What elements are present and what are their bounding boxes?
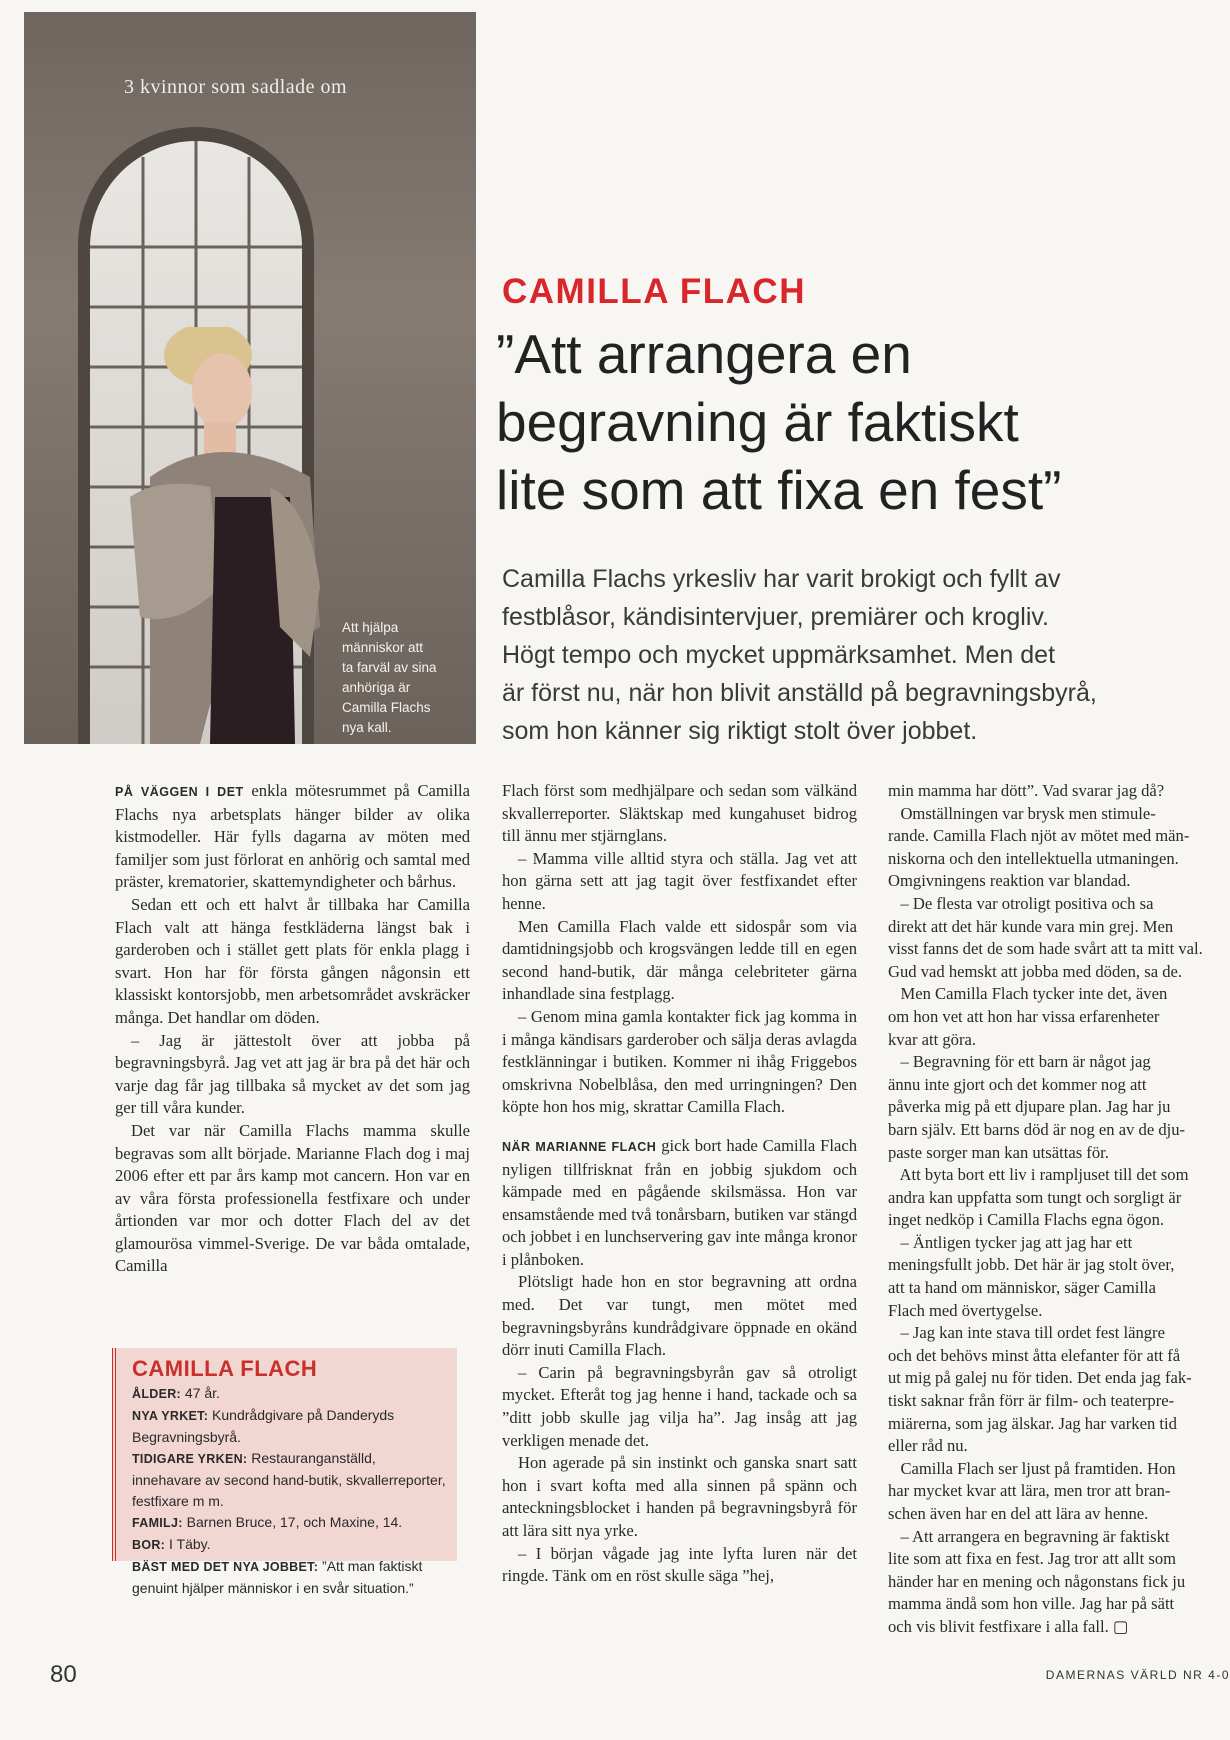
text-line: om hon vet att hon har vissa erfarenheter	[888, 1006, 1160, 1026]
text-line: och det behövs minst åtta elefanter för att få	[888, 1345, 1181, 1365]
text-line: har mycket kvar att lära, men tror att bran-	[888, 1481, 1171, 1501]
fact-value: 47 år.	[181, 1385, 220, 1401]
lead-line: är först nu, när hon blivit anställd på begravningsbyrå,	[502, 679, 1097, 707]
text-line: tiskt saknar från förr är film- och teaterpre-	[888, 1391, 1175, 1411]
text-line: händer har en mening och någonstans fick ju	[888, 1571, 1186, 1591]
text-line: Omgivningens reaktion var blandad.	[888, 871, 1131, 891]
text-line: påverka mig på ett djupare plan. Jag har ju	[888, 1097, 1171, 1117]
text-line: Flach med övertygelse.	[888, 1300, 1043, 1320]
body-paragraph: – Jag är jättestolt över att jobba på begravningsbyrå. Jag vet att jag är bra på det här och varje dag får jag tillbaka så mycket av det som jag ger till våra kunder.	[115, 1030, 470, 1118]
body-paragraph: – I början vågade jag inte lyfta luren när det ringde. Tänk om en röst skulle säga ”hej,	[502, 1543, 857, 1586]
body-paragraph: – Mamma ville alltid styra och ställa. Jag vet att hon gärna sett att jag tagit över festfixandet efter henne.	[502, 848, 857, 913]
text-line: Camilla Flach ser ljust på framtiden. Hon	[888, 1458, 1176, 1478]
fact-box-title: CAMILLA FLACH	[132, 1356, 318, 1381]
text-line: mamma ändå som hon ville. Jag har på sätt	[888, 1594, 1175, 1614]
body-paragraph: – Genom mina gamla kontakter fick jag komma in i många kändisars garderober och sälja deras avlagda festklänningar i butiken. Kommer ni ihåg Friggebos omskrivna Nobelblåsa, den med urringningen? Den köpte hon hos mig, skrattar Camilla Flach.	[502, 1006, 857, 1117]
text-line: – Begravning för ett barn är något jag	[888, 1052, 1151, 1072]
body-column-3	[888, 780, 1230, 1639]
lead-line: Högt tempo och mycket uppmärksamhet. Men det	[502, 641, 1056, 669]
text-line: paste sorger man kan utsättas för.	[888, 1142, 1109, 1162]
magazine-footer: DAMERNAS VÄRLD NR 4-0	[1045, 1668, 1230, 1682]
text-line: meningsfullt jobb. Det här är jag stolt över,	[888, 1255, 1175, 1275]
fact-label: BÄST MED DET NYA JOBBET:	[132, 1560, 319, 1574]
body-paragraph: Sedan ett och ett halvt år tillbaka har Camilla Flach valt att hänga festkläderna längst bak i garderoben och i stället gett plats för enkla plagg i svart. Hon har för första gången någonsin ett klassiskt kontorsjobb, men arbetsområdet avskräcker många. Det handlar om döden.	[115, 894, 470, 1027]
headline-line: lite som att fixa en fest”	[496, 459, 1062, 521]
fact-row	[132, 1383, 447, 1405]
paragraph-text: enkla mötesrummet på Camilla Flachs nya arbetsplats hänger bilder av olika kistmodeller. Här fylls dagarna av möten med familjer som just förlorat en anhörig och samtal med präster, krematorier, skattemyndigheter och bårhus.	[115, 781, 470, 892]
photo-caption	[342, 618, 462, 738]
text-line: rande. Camilla Flach njöt av mötet med män-	[888, 826, 1190, 846]
body-column-1	[115, 780, 470, 1278]
article-lead	[502, 560, 1222, 750]
fact-value: Kundrådgivare på Danderyds Begravningsbyrå.	[132, 1407, 395, 1445]
text-line: att ta hand om människor, säger Camilla	[888, 1278, 1156, 1298]
text-line: eller råd nu.	[888, 1436, 968, 1456]
text-line: – Äntligen tycker jag att jag har ett	[888, 1232, 1133, 1252]
body-paragraph	[115, 780, 470, 894]
caption-line: Camilla Flachs	[342, 700, 431, 715]
caption-line: anhöriga är	[342, 680, 411, 695]
portrait-photo	[24, 12, 476, 744]
text-line: Omställningen var brysk men stimule-	[888, 803, 1156, 823]
text-line: – De flesta var otroligt positiva och sa	[888, 893, 1154, 913]
text-line: barn själv. Ett barns död är nog en av de dju-	[888, 1119, 1186, 1139]
fact-label: NYA YRKET:	[132, 1409, 209, 1423]
run-in-lead: PÅ VÄGGEN I DET	[115, 785, 244, 799]
caption-line: ta farväl av sina	[342, 660, 437, 675]
run-in-lead: NÄR MARIANNE FLACH	[502, 1139, 657, 1154]
text-line: och vis blivit festfixare i alla fall. ▢	[888, 1616, 1129, 1636]
text-line: – Att arrangera en begravning är faktiskt	[888, 1526, 1170, 1546]
body-paragraph	[502, 1135, 857, 1272]
fact-row	[132, 1512, 447, 1534]
text-line: min mamma har dött”. Vad svarar jag då?	[888, 781, 1165, 800]
paragraph-text: gick bort hade Camilla Flach nyligen tillfrisknat från en jobbig sjukdom och kämpade med en pågående skilsmässa. Hon var ensamstående med två tonårsbarn, butiken var stängd och jobbet i en lunchservering gav inte många kronor i plånboken.	[502, 1135, 857, 1269]
fact-label: TIDIGARE YRKEN:	[132, 1452, 248, 1466]
text-line: Att byta bort ett liv i rampljuset till det som	[888, 1165, 1189, 1185]
body-paragraph: Flach först som medhjälpare och sedan som välkänd skvallerreporter. Släktskap med kungahuset bidrog till ännu mer stjärnglans.	[502, 781, 857, 846]
caption-line: nya kall.	[342, 720, 392, 735]
caption-line: människor att	[342, 640, 424, 655]
text-line: andra kan uppfatta som tungt och sorgligt är	[888, 1187, 1182, 1207]
text-line: Gud vad hemskt att jobba med döden, sa de.	[888, 961, 1183, 981]
fact-row	[132, 1448, 447, 1512]
section-kicker: 3 kvinnor som sadlade om	[124, 76, 348, 98]
caption-line: Att hjälpa	[342, 620, 399, 635]
text-line: niskorna och den intellektuella utmaningen.	[888, 848, 1179, 868]
lead-line: festblåsor, kändisintervjuer, premiärer och krogliv.	[502, 603, 1049, 631]
body-column-2	[502, 780, 857, 1588]
body-paragraph: – Carin på begravningsbyrån gav så otroligt mycket. Efteråt tog jag henne i hand, tackade och sa ”ditt jobb skulle jag vilja ha”. Jag insåg att jag verkligen menade det.	[502, 1362, 857, 1450]
text-line: visst fanns det de som hade svårt att ta mitt val.	[888, 939, 1203, 959]
text-line: – Jag kan inte stava till ordet fest längre	[888, 1323, 1165, 1343]
text-line: kvar att göra.	[888, 1029, 977, 1049]
text-line: inget nedköp i Camilla Flachs egna ögon.	[888, 1210, 1165, 1230]
body-paragraph: Men Camilla Flach valde ett sidospår som via damtidningsjobb och krogsvängen ledde till en egen second hand-butik, där många celebriteter gärna inhandlade sina festplagg.	[502, 916, 857, 1004]
article-name-heading: CAMILLA FLACH	[502, 272, 806, 311]
fact-value: Restauranganställd, innehavare av second hand-butik, skvallerreporter, festfixare m m.	[132, 1450, 446, 1509]
fact-value: I Täby.	[165, 1536, 211, 1552]
fact-row	[132, 1405, 447, 1448]
fact-box	[112, 1348, 457, 1596]
body-paragraph: Plötsligt hade hon en stor begravning att ordna med. Det var tungt, men mötet med begravningsbyråns kundrådgivare öppnade en okänd dörr inuti Camilla Flach.	[502, 1272, 857, 1360]
woman-figure-illustration	[120, 327, 320, 744]
fact-row	[132, 1556, 447, 1599]
headline-line: begravning är faktiskt	[496, 391, 1019, 453]
text-line: schen även har en del att lära av henne.	[888, 1504, 1149, 1523]
fact-row	[132, 1534, 447, 1556]
body-paragraph: Det var när Camilla Flachs mamma skulle begravas som allt började. Marianne Flach dog i maj 2006 efter ett par års kamp mot cancern. Hon var en av våra första professionella festfixare och under årtionden var mor och dotter Flach del av det glamourösa vimmel-Sverige. De var båda omtalade, Camilla	[115, 1120, 470, 1276]
text-line: ut mig på galej nu för tiden. Det enda jag fak-	[888, 1368, 1192, 1388]
lead-line: Camilla Flachs yrkesliv har varit brokigt och fyllt av	[502, 565, 1061, 593]
text-line: direkt att det här kunde vara min grej. Men	[888, 916, 1174, 936]
lead-line: som hon känner sig riktigt stolt över jobbet.	[502, 717, 978, 745]
text-line: lite som att fixa en fest. Jag tror att allt som	[888, 1549, 1177, 1569]
text-line: Men Camilla Flach tycker inte det, även	[888, 984, 1168, 1004]
fact-label: BOR:	[132, 1538, 166, 1552]
fact-value: Barnen Bruce, 17, och Maxine, 14.	[182, 1514, 403, 1530]
text-line: miärerna, som jag älskar. Jag har varken tid	[888, 1413, 1177, 1433]
fact-label: FAMILJ:	[132, 1516, 183, 1530]
text-line: ännu inte gjort och det kommer nog att	[888, 1074, 1147, 1094]
body-paragraph: Hon agerade på sin instinkt och ganska snart satt hon i svart kofta med alla sinnen på spänn och anteckningsblocket i handen på begravningsbyrå för att lära sitt nya yrke.	[502, 1453, 857, 1540]
fact-label: ÅLDER:	[132, 1387, 182, 1401]
article-headline	[496, 320, 1216, 524]
page-number: 80	[50, 1661, 77, 1688]
fact-value: ”Att man faktiskt genuint hjälper människor i en svår situation.”	[132, 1558, 423, 1596]
headline-line: ”Att arrangera en	[496, 323, 912, 385]
